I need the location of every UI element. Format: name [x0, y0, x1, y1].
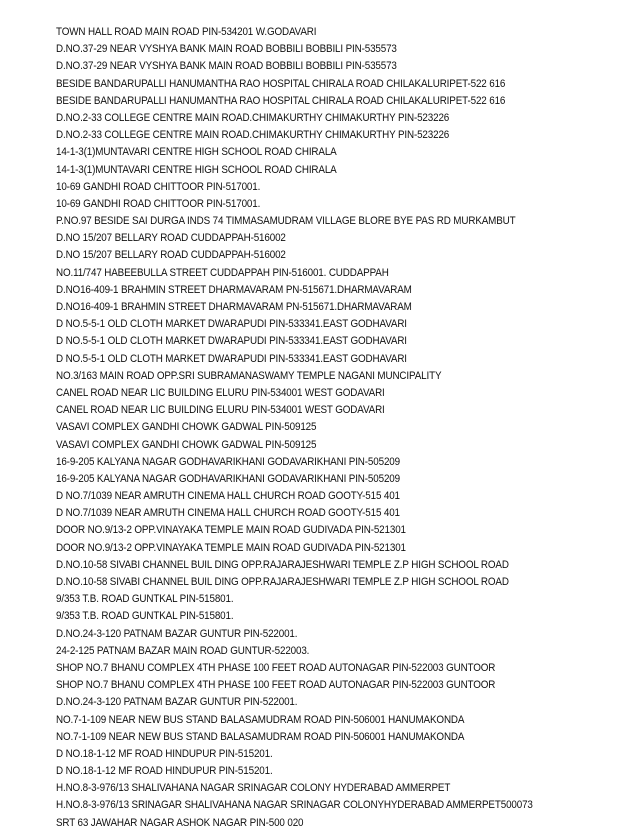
address-line: D.NO16-409-1 BRAHMIN STREET DHARMAVARAM PN-515671.DHARMAVARAM: [56, 283, 412, 296]
address-line: D.NO.2-33 COLLEGE CENTRE MAIN ROAD.CHIMAKURTHY CHIMAKURTHY PIN-523226: [56, 111, 450, 124]
address-line: P.NO.97 BESIDE SAI DURGA INDS 74 TIMMASAMUDRAM VILLAGE BLORE BYE PAS RD MURKAMBUT: [56, 215, 516, 228]
address-line: DOOR NO.9/13-2 OPP.VINAYAKA TEMPLE MAIN ROAD GUDIVADA PIN-521301: [56, 524, 406, 537]
address-line: TOWN HALL ROAD MAIN ROAD PIN-534201 W.GODAVARI: [56, 26, 317, 38]
address-line: D.NO16-409-1 BRAHMIN STREET DHARMAVARAM PN-515671.DHARMAVARAM: [56, 301, 412, 313]
address-line: VASAVI COMPLEX GANDHI CHOWK GADWAL PIN-509125: [56, 421, 317, 434]
address-line: NO.7-1-109 NEAR NEW BUS STAND BALASAMUDRAM ROAD PIN-506001 HANUMAKONDA: [56, 713, 465, 726]
address-line: D NO.7/1039 NEAR AMRUTH CINEMA HALL CHURCH ROAD GOOTY-515 401: [56, 490, 400, 503]
address-line: 10-69 GANDHI ROAD CHITTOOR PIN-517001.: [56, 180, 261, 193]
address-line: SHOP NO.7 BHANU COMPLEX 4TH PHASE 100 FEET ROAD AUTONAGAR PIN-522003 GUNTOOR: [56, 679, 496, 692]
address-line: 14-1-3(1)MUNTAVARI CENTRE HIGH SCHOOL ROAD CHIRALA: [56, 146, 337, 159]
address-line: D.NO.37-29 NEAR VYSHYA BANK MAIN ROAD BOBBILI BOBBILI PIN-535573: [56, 43, 397, 56]
address-line: 10-69 GANDHI ROAD CHITTOOR PIN-517001.: [56, 197, 261, 210]
address-line: H.NO.8-3-976/13 SHALIVAHANA NAGAR SRINAGAR COLONY HYDERABAD AMMERPET: [56, 782, 451, 795]
address-line: NO.7-1-109 NEAR NEW BUS STAND BALASAMUDRAM ROAD PIN-506001 HANUMAKONDA: [56, 730, 465, 743]
address-line: CANEL ROAD NEAR LIC BUILDING ELURU PIN-534001 WEST GODAVARI: [56, 404, 385, 417]
address-line: 9/353 T.B. ROAD GUNTKAL PIN-515801.: [56, 593, 234, 606]
address-line: CANEL ROAD NEAR LIC BUILDING ELURU PIN-534001 WEST GODAVARI: [56, 386, 385, 399]
address-line: SRT 63 JAWAHAR NAGAR ASHOK NAGAR PIN-500 020: [56, 816, 304, 829]
address-line: D.NO.24-3-120 PATNAM BAZAR GUNTUR PIN-522001.: [56, 627, 298, 640]
address-line: NO.11/747 HABEEBULLA STREET CUDDAPPAH PIN-516001. CUDDAPPAH: [56, 266, 389, 279]
address-line: 14-1-3(1)MUNTAVARI CENTRE HIGH SCHOOL ROAD CHIRALA: [56, 163, 337, 176]
address-line: D.NO.24-3-120 PATNAM BAZAR GUNTUR PIN-522001.: [56, 696, 298, 709]
address-line: D NO.18-1-12 MF ROAD HINDUPUR PIN-515201.: [56, 747, 273, 760]
address-line: D NO.5-5-1 OLD CLOTH MARKET DWARAPUDI PIN-533341.EAST GODHAVARI: [56, 318, 407, 331]
address-line: D.NO.10-58 SIVABI CHANNEL BUIL DING OPP.RAJARAJESHWARI TEMPLE Z.P HIGH SCHOOL ROAD: [56, 576, 509, 588]
address-line: BESIDE BANDARUPALLI HANUMANTHA RAO HOSPITAL CHIRALA ROAD CHILAKALURIPET-522 616: [56, 94, 506, 107]
address-line: DOOR NO.9/13-2 OPP.VINAYAKA TEMPLE MAIN ROAD GUDIVADA PIN-521301: [56, 541, 406, 554]
address-line: D.NO.2-33 COLLEGE CENTRE MAIN ROAD.CHIMAKURTHY CHIMAKURTHY PIN-523226: [56, 129, 450, 142]
address-line: D.NO 15/207 BELLARY ROAD CUDDAPPAH-516002: [56, 232, 286, 245]
address-line: D.NO 15/207 BELLARY ROAD CUDDAPPAH-516002: [56, 249, 286, 262]
address-line: SHOP NO.7 BHANU COMPLEX 4TH PHASE 100 FEET ROAD AUTONAGAR PIN-522003 GUNTOOR: [56, 661, 496, 674]
address-line: D NO.18-1-12 MF ROAD HINDUPUR PIN-515201.: [56, 765, 273, 778]
address-line: D NO.7/1039 NEAR AMRUTH CINEMA HALL CHURCH ROAD GOOTY-515 401: [56, 507, 400, 520]
address-line: 24-2-125 PATNAM BAZAR MAIN ROAD GUNTUR-522003.: [56, 644, 310, 657]
address-line: D.NO.10-58 SIVABI CHANNEL BUIL DING OPP.RAJARAJESHWARI TEMPLE Z.P HIGH SCHOOL ROAD: [56, 558, 509, 571]
address-line: 16-9-205 KALYANA NAGAR GODHAVARIKHANI GODAVARIKHANI PIN-505209: [56, 472, 400, 485]
address-line: NO.3/163 MAIN ROAD OPP.SRI SUBRAMANASWAMY TEMPLE NAGANI MUNCIPALITY: [56, 369, 442, 382]
address-list: [56, 24, 626, 832]
address-line: H.NO.8-3-976/13 SRINAGAR SHALIVAHANA NAGAR SRINAGAR COLONYHYDERABAD AMMERPET500073: [56, 799, 533, 812]
address-line: BESIDE BANDARUPALLI HANUMANTHA RAO HOSPITAL CHIRALA ROAD CHILAKALURIPET-522 616: [56, 77, 506, 90]
address-line: 16-9-205 KALYANA NAGAR GODHAVARIKHANI GODAVARIKHANI PIN-505209: [56, 455, 400, 468]
address-line: D NO.5-5-1 OLD CLOTH MARKET DWARAPUDI PIN-533341.EAST GODHAVARI: [56, 335, 407, 348]
address-line: D.NO.37-29 NEAR VYSHYA BANK MAIN ROAD BOBBILI BOBBILI PIN-535573: [56, 60, 397, 73]
address-line: VASAVI COMPLEX GANDHI CHOWK GADWAL PIN-509125: [56, 438, 317, 451]
address-line: D NO.5-5-1 OLD CLOTH MARKET DWARAPUDI PIN-533341.EAST GODHAVARI: [56, 352, 407, 365]
address-line: 9/353 T.B. ROAD GUNTKAL PIN-515801.: [56, 610, 234, 623]
